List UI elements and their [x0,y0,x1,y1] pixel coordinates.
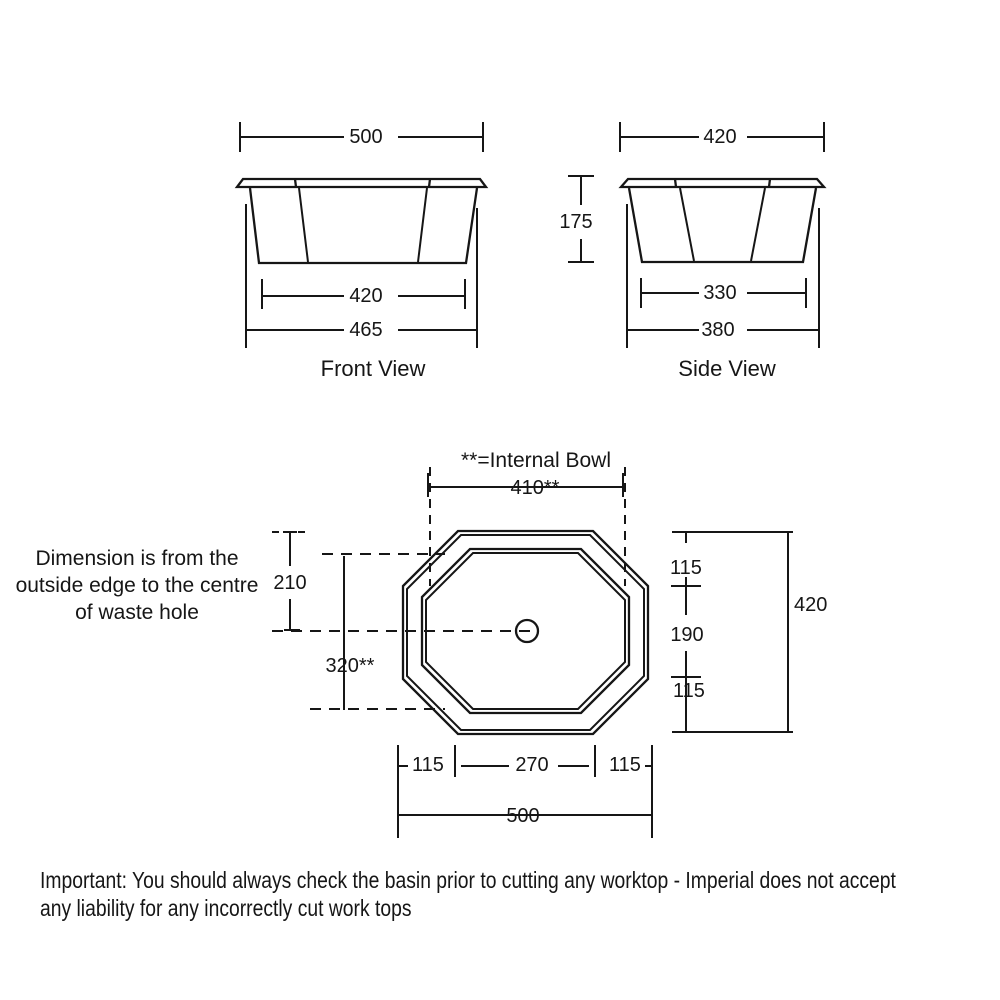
plan-right-bottom-dim-label: 115 [673,680,705,702]
plan-bottom-right-dim-label: 115 [609,754,641,776]
plan-right-middle-dim-label: 190 [670,624,704,646]
front-basin-facet-lines [299,188,427,262]
side-basin-rim [621,179,824,187]
plan-view-drawing [272,467,793,838]
front-view-title: Front View [320,356,426,381]
side-view-drawing [568,122,824,348]
plan-waste-offset-dim-label: 210 [273,572,307,594]
plan-rim-outer-outline [403,531,648,734]
important-notice-line2: any liability for any incorrectly cut work tops [40,895,412,921]
plan-rim-inner-outline [407,535,644,730]
plan-bottom-overall-dim-label: 500 [506,805,540,827]
front-view-drawing [237,122,486,348]
side-height-dim-label: 175 [559,211,593,233]
plan-bottom-left-dim-label: 115 [412,754,444,776]
plan-right-top-dim-label: 115 [670,557,702,579]
front-base-inner-dim-label: 420 [349,285,383,307]
important-notice-line1: Important: You should always check the basin prior to cutting any worktop - Imperial does not accept [40,867,896,893]
front-basin-body [250,188,477,263]
side-base-inner-dim-label: 330 [703,282,737,304]
side-basin-body [629,188,816,262]
side-basin-facet-lines [680,188,765,261]
front-basin-rim [237,179,486,187]
side-view-title: Side View [678,356,776,381]
plan-bottom-middle-dim-label: 270 [515,754,549,776]
front-overall-width-dim-label: 500 [349,126,383,148]
side-overall-width-dim-label: 420 [703,126,737,148]
plan-bowl-depth-dim-label: 320** [325,655,375,677]
plan-bowl-width-dim-label: 410** [510,477,560,499]
internal-bowl-legend: **=Internal Bowl [460,449,611,472]
plan-right-overall-dim-label: 420 [794,594,828,616]
side-base-outer-dim-label: 380 [701,319,735,341]
waste-hole-note: Dimension is from the outside edge to the centre of waste hole [15,547,259,624]
front-base-outer-dim-label: 465 [349,319,383,341]
